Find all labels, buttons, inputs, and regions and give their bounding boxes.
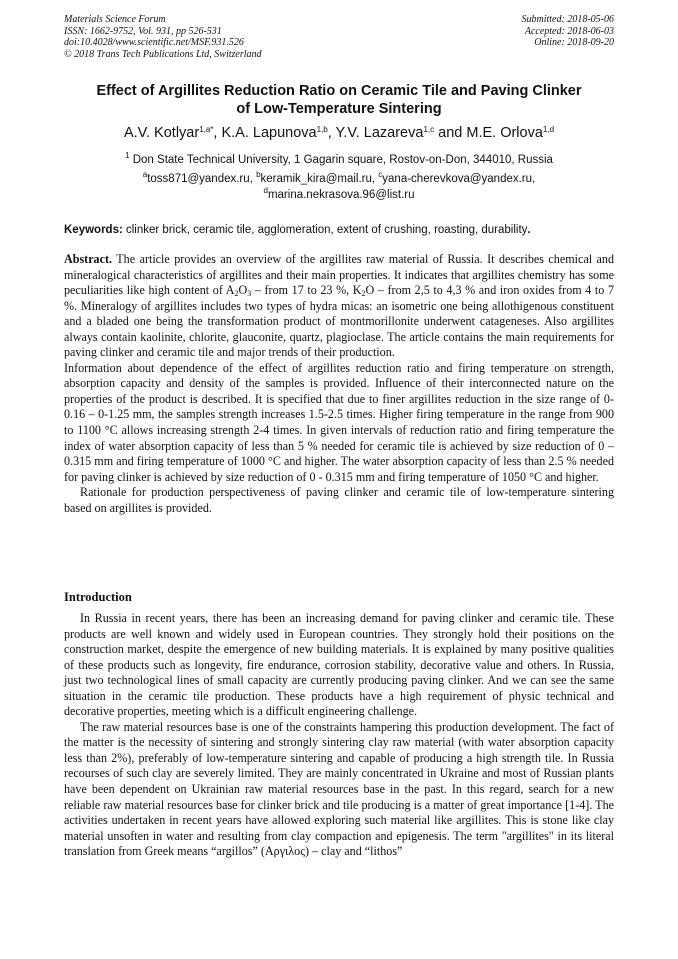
- abstract-paragraph: Abstract. The article provides an overview of the argillites raw material of Russia. It describes chemical and mineralogical characteristics of argillites and their main properties. It indicates that argillites chemistry has some peculiarities like high content of $A_2O_3$ – from 17 to 23 %, $K_2O$ – from 2,5 to 4,3 % and iron oxides from 4 to 7 %. Mineralogy of argillites includes two types of hydra micas: an isometric one being allothigenous constituent and a bladed one being the transformation product of montmorillonite underwent catageneses. Also argillites always contain kaolinite, chlorite, glauconite, quartz, plagioclase. The article contains the main requirements for paving clinker and ceramic tile and major trends of their production.: [64, 252, 614, 360]
- affiliation-mark: 1: [125, 151, 130, 160]
- author-separator: and: [434, 125, 467, 141]
- online-date: Online: 2018-09-20: [534, 37, 614, 48]
- doi-line[interactable]: doi:10.4028/www.scientific.net/MSF.931.526: [64, 37, 244, 48]
- abstract-paragraph: Rationale for production perspectiveness of paving clinker and ceramic tile of low-temperature sintering based on argillites is provided.: [64, 485, 614, 515]
- copyright-line: © 2018 Trans Tech Publications Ltd, Switzerland: [64, 48, 262, 60]
- author: A.V. Kotlyar$^{1,a*}$: [123, 125, 214, 141]
- introduction-paragraph: The raw material resources base is one of the constraints hampering this production development. The fact of the matter is the necessity of sintering and strongly sintering clay raw material (with water absorption capacity less than 2%), preferably of low-temperature sintering and capable of producing a high strength tile. In Russia recourses of such clay are severely limited. They are mainly concentrated in Ukraine and most of Russian plants have been dependent on Ukrainian raw material resources base in the past. In this regard, search for a new reliable raw material resources base for clinker brick and tile producing is a matter of great importance [1-4]. The activities undertaken in recent years have allowed exploring such material like argillites. This is stone like clay material unsoften in water and resulting from clay compaction and epigenesis. The term "argillites" in its literal translation from Greek means “argillos” (Αργιλος) – clay and “lithos”: [64, 719, 614, 859]
- issn-line: ISSN: 1662-9752, Vol. 931, pp 526-531: [64, 25, 222, 37]
- keywords-text: clinker brick, ceramic tile, agglomeration, extent of crushing, roasting, durability: [126, 224, 528, 236]
- journal-info: [64, 14, 262, 60]
- submitted-date: Submitted: 2018-05-06: [521, 14, 614, 25]
- email-item[interactable]: $^c$yana-cherevkova@yandex.ru,: [378, 170, 536, 185]
- introduction-paragraph: In Russia in recent years, there has been an increasing demand for paving clinker and ceramic tile. These products are well known and widely used in European countries. They strongly hold their positions on the construction market, despite the emergence of new building materials. It is explained by many positive qualities of these products such as longevity, fire endurance, corrosion stability, decorative value and others. In Russia, just two technological lines of small capacity are currently producing paving clinker. And we can see the same situation in the ceramic tile production. These products have a high requirement of physic technical and decorative properties, meeting which is a difficult engineering challenge.: [64, 611, 614, 719]
- publication-dates: [522, 14, 615, 49]
- title-line-2: of Low-Temperature Sintering: [236, 101, 442, 117]
- abstract-section: [64, 252, 614, 516]
- introduction-section: [64, 611, 614, 860]
- email-item[interactable]: $^b$keramik_kira@mail.ru,: [256, 170, 376, 185]
- paper-title: [40, 82, 638, 118]
- author-list: [20, 124, 658, 142]
- email-item[interactable]: $^d$marina.nekrasova.96@list.ru: [263, 185, 415, 201]
- author-separator: ,: [327, 125, 336, 141]
- keywords-label: Keywords:: [64, 224, 123, 236]
- abstract-paragraph: Information about dependence of the effect of argillites reduction ratio and firing temperature on strength, absorption capacity and density of the samples is provided. Influence of their interconnected nature on the properties of the product is described. It is specified that due to finer argillites reduction in the size range of 0-0.16 – 0-1.25 mm, the samples strength increases 1.5-2.5 times. Higher firing temperature in the range from 900 to 1100 °C allows increasing strength 2-4 times. In given intervals of reduction ratio and firing temperature the index of water absorption capacity of less than 5 % needed for ceramic tile is achieved by size reduction of 0 – 0.315 mm and firing temperature of 1000 °C and higher. The water absorption capacity of less than 2.5 % needed for paving clinker is achieved by size reduction of 0 - 0.315 mm and firing temperature of 1050 °C and higher.: [64, 360, 614, 484]
- author-emails: [40, 172, 638, 203]
- affiliation: [20, 153, 658, 168]
- email-item[interactable]: $^a$toss871@yandex.ru,: [142, 170, 253, 185]
- author: Y.V. Lazareva$^{1,c}$: [335, 125, 435, 141]
- author-separator: ,: [213, 125, 222, 141]
- affiliation-text: Don State Technical University, 1 Gagarin square, Rostov-on-Don, 344010, Russia: [132, 154, 553, 166]
- section-heading-introduction: Introduction: [64, 590, 132, 604]
- accepted-date: Accepted: 2018-06-03: [524, 25, 614, 37]
- title-line-1: Effect of Argillites Reduction Ratio on Ceramic Tile and Paving Clinker: [96, 83, 582, 99]
- author: M.E. Orlova$^{1,d}$: [466, 125, 555, 141]
- author: K.A. Lapunova$^{1,b}$: [221, 125, 328, 141]
- journal-name: Materials Science Forum: [64, 14, 166, 25]
- keywords: Keywords: clinker brick, ceramic tile, agglomeration, extent of crushing, roasting, durability.: [64, 224, 531, 236]
- abstract-label: Abstract.: [64, 252, 113, 266]
